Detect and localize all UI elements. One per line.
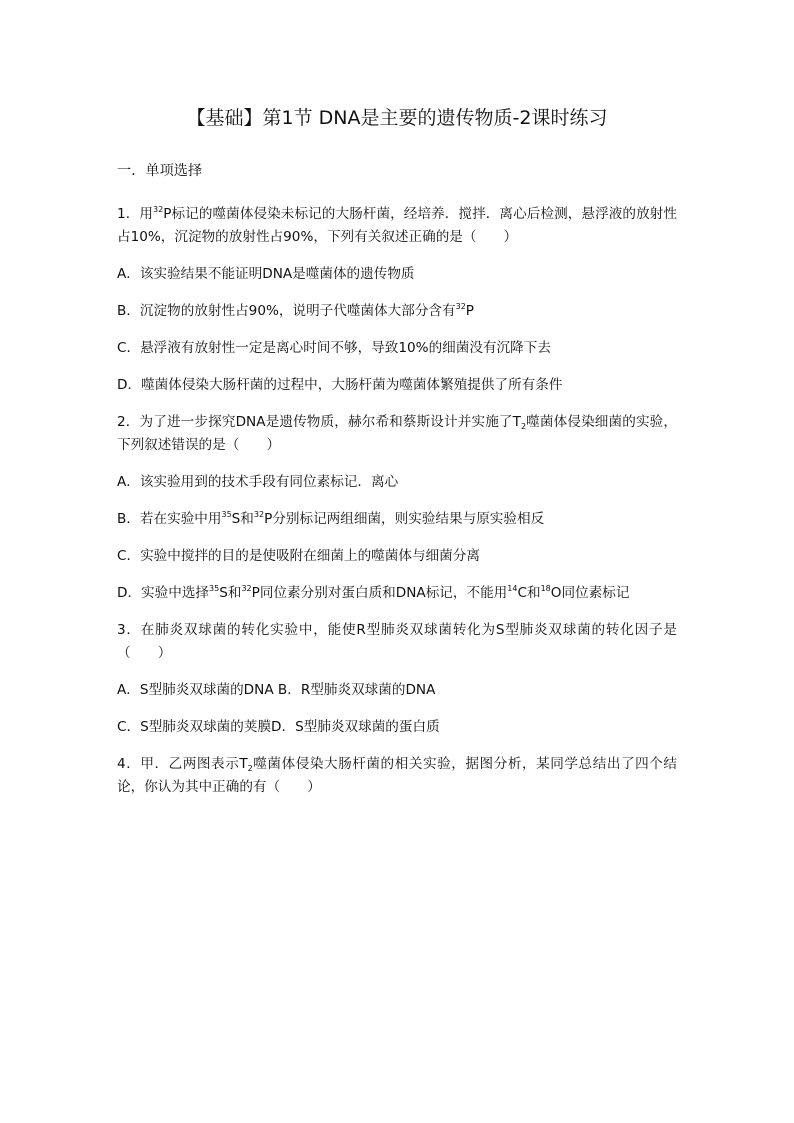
question-2-option-b-isotope-s: 35 [221, 510, 232, 519]
question-2-option-b-post: P分别标记两组细菌，则实验结果与原实验相反 [264, 511, 545, 527]
question-2-option-d-isotope-s: 35 [209, 584, 220, 593]
question-1-option-b-isotope-mass: 32 [455, 302, 466, 311]
question-3-options-ab: A．S型肺炎双球菌的DNA B．R型肺炎双球菌的DNA [117, 682, 436, 698]
question-4-phage-subscript: 2 [247, 764, 253, 773]
question-2-stem [117, 411, 677, 457]
question-2-option-d-pre: D．实验中选择 [117, 585, 210, 601]
question-1-option-d: D．噬菌体侵染大肠杆菌的过程中，大肠杆菌为噬菌体繁殖提供了所有条件 [117, 377, 563, 393]
question-1-option-c: C．悬浮液有放射性一定是离心时间不够，导致10%的细菌没有沉降下去 [117, 340, 551, 356]
question-2-option-c: C．实验中搅拌的目的是使吸附在细菌上的噬菌体与细菌分离 [117, 548, 480, 564]
question-3-stem: 3．在肺炎双球菌的转化实验中，能使R型肺炎双球菌转化为S型肺炎双球菌的转化因子是（ ） [117, 622, 677, 661]
question-1-text-pre: 1．用 [117, 206, 154, 222]
question-2-option-b-mid: S和 [231, 511, 254, 527]
question-1-option-b-post: P [465, 303, 474, 319]
question-2-text-post: 噬菌体侵染细菌的实验，下列叙述错误的是（ ） [117, 414, 678, 453]
section-heading: 一．单项选择 [117, 163, 203, 179]
question-2-text-pre: 2．为了进一步探究DNA是遗传物质，赫尔希和蔡斯设计并实施了T [117, 414, 521, 430]
question-4-text-pre: 4．甲．乙两图表示T [117, 756, 248, 772]
question-2-option-d-t4: O同位素标记 [550, 585, 630, 601]
question-2-option-d-isotope-c: 14 [507, 584, 518, 593]
question-2-option-d-t3: C和 [517, 585, 541, 601]
question-1-option-b-pre: B．沉淀物的放射性占90%，说明子代噬菌体大部分含有 [117, 303, 456, 319]
question-1-option-b [117, 300, 677, 323]
question-1-text-post: P标记的噬菌体侵染未标记的大肠杆菌，经培养．搅拌．离心后检测，悬浮液的放射性占10%，沉淀物的放射性占90%，下列有关叙述正确的是（ ） [117, 206, 677, 245]
question-2-option-d [117, 582, 677, 605]
question-2-option-a: A．该实验用到的技术手段有同位素标记．离心 [117, 474, 399, 490]
question-3-options-cd: C．S型肺炎双球菌的荚膜D．S型肺炎双球菌的蛋白质 [117, 719, 440, 735]
question-2-phage-subscript: 2 [520, 422, 527, 431]
page-title: 【基础】第1节 DNA是主要的遗传物质-2课时练习 [186, 107, 608, 129]
question-2-option-b-isotope-p: 32 [253, 510, 265, 519]
question-2-option-b [117, 508, 677, 531]
question-2-option-b-pre: B．若在实验中用 [117, 511, 222, 527]
question-1-option-a: A．该实验结果不能证明DNA是噬菌体的遗传物质 [117, 266, 415, 282]
question-content [117, 160, 677, 813]
question-2-option-d-isotope-o: 18 [540, 584, 551, 593]
question-1-stem [117, 203, 677, 249]
question-2-option-d-isotope-p: 32 [241, 584, 252, 593]
question-2-option-d-t1: S和 [219, 585, 242, 601]
question-4-stem [117, 753, 677, 799]
question-2-option-d-t2: P同位素分别对蛋白质和DNA标记，不能用 [251, 585, 508, 601]
question-1-isotope-mass: 32 [153, 205, 164, 214]
question-4-text-post: 噬菌体侵染大肠杆菌的相关实验，据图分析，某同学总结出了四个结论，你认为其中正确的有（ ） [117, 756, 677, 795]
